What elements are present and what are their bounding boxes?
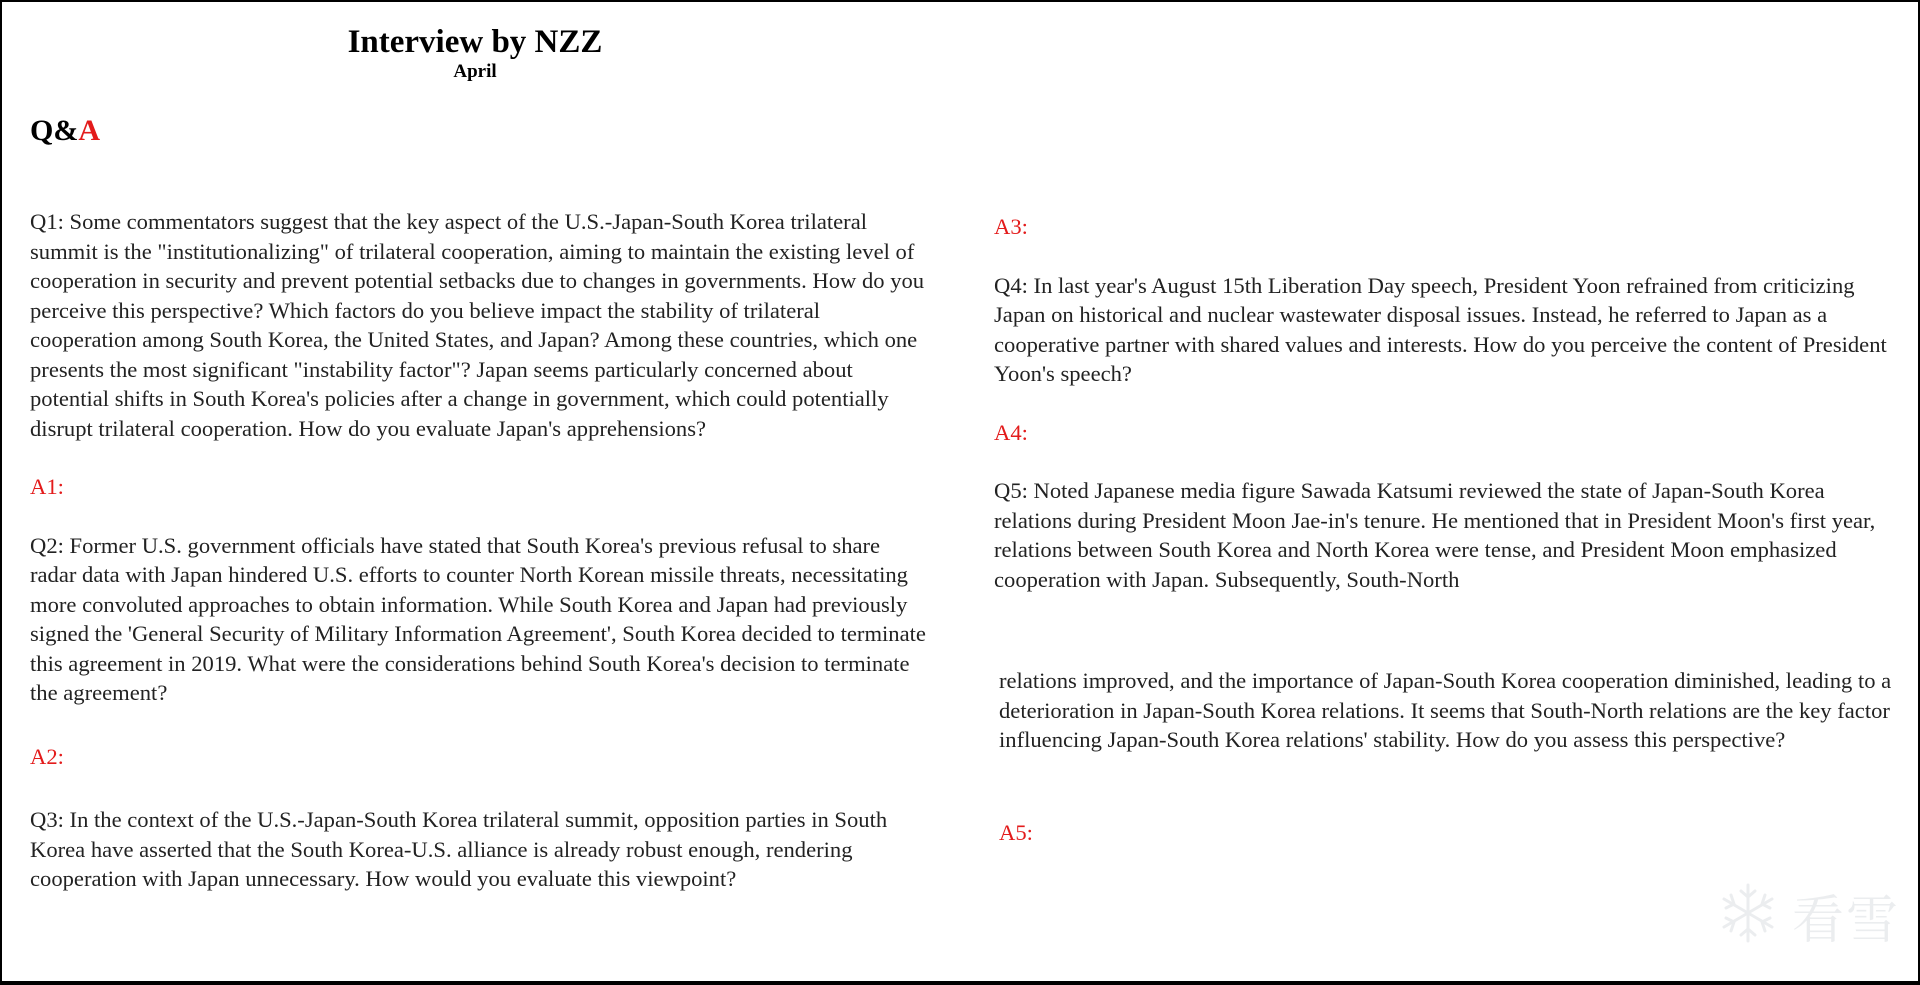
document-header xyxy=(2,24,948,83)
question-5-part-1: Q5: Noted Japanese media figure Sawada Katsumi reviewed the state of Japan-South Korea relations during President Moon Jae-in's tenure. He mentioned that in President Moon's first year, relations between South Korea and North Korea were tense, and President Moon emphasized cooperation with Japan. Subsequently, South-North xyxy=(994,478,1876,592)
qa-heading xyxy=(30,114,100,147)
left-column xyxy=(30,207,930,894)
document-title: Interview by NZZ xyxy=(347,24,603,60)
qa-heading-q: Q& xyxy=(30,114,79,147)
watermark xyxy=(1716,878,1900,953)
question-5-part-2: relations improved, and the importance of Japan-South Korea cooperation diminished, leading to a deterioration in Japan-South Korea relations. It seems that South-North relations are the key factor influencing Japan-South Korea relations' stability. How do you assess this perspective? xyxy=(999,668,1892,752)
answer-2-label: A2: xyxy=(30,743,64,769)
answer-5-label: A5: xyxy=(999,819,1033,845)
right-column-top xyxy=(994,212,1894,594)
answer-4-label: A4: xyxy=(994,419,1028,445)
question-1: Q1: Some commentators suggest that the key aspect of the U.S.-Japan-South Korea trilateral summit is the "institutionalizing" of trilateral cooperation, aiming to maintain the existing level of cooperation in security and prevent potential setbacks due to changes in governments. How do you perceive this perspective? Which factors do you believe impact the stability of trilateral cooperation among South Korea, the United States, and Japan? Among these countries, which one presents the most significant "instability factor"? Japan seems particularly concerned about potential shifts in South Korea's policies after a change in government, which could potentially disrupt trilateral cooperation. How do you evaluate Japan's apprehensions? xyxy=(30,209,925,441)
answer-3-label: A3: xyxy=(994,214,1028,239)
document-page xyxy=(2,2,1918,981)
right-column-bottom xyxy=(999,666,1899,847)
document-subtitle: April xyxy=(453,61,497,83)
question-2: Q2: Former U.S. government officials have stated that South Korea's previous refusal to share radar data with Japan hindered U.S. efforts to counter North Korean missile threats, necessitating more convoluted approaches to obtain information. While South Korea and Japan had previously signed the 'General Security of Military Information Agreement', South Korea decided to terminate this agreement in 2019. What were the considerations behind South Korea's decision to terminate the agreement? xyxy=(30,532,926,705)
snowflake-icon xyxy=(1716,881,1780,950)
qa-heading-a: A xyxy=(78,114,100,147)
question-4: Q4: In last year's August 15th Liberation Day speech, President Yoon refrained from criticizing Japan on historical and nuclear wastewater disposal issues. Instead, he referred to Japan as a cooperative partner with shared values and interests. How do you perceive the content of President Yoon's speech? xyxy=(994,272,1887,386)
watermark-text: 看雪 xyxy=(1791,891,1900,951)
question-3: Q3: In the context of the U.S.-Japan-South Korea trilateral summit, opposition parties in South Korea have asserted that the South Korea-U.S. alliance is already robust enough, rendering cooperation with Japan unnecessary. How would you evaluate this viewpoint? xyxy=(30,807,888,891)
answer-1-label: A1: xyxy=(30,474,64,499)
